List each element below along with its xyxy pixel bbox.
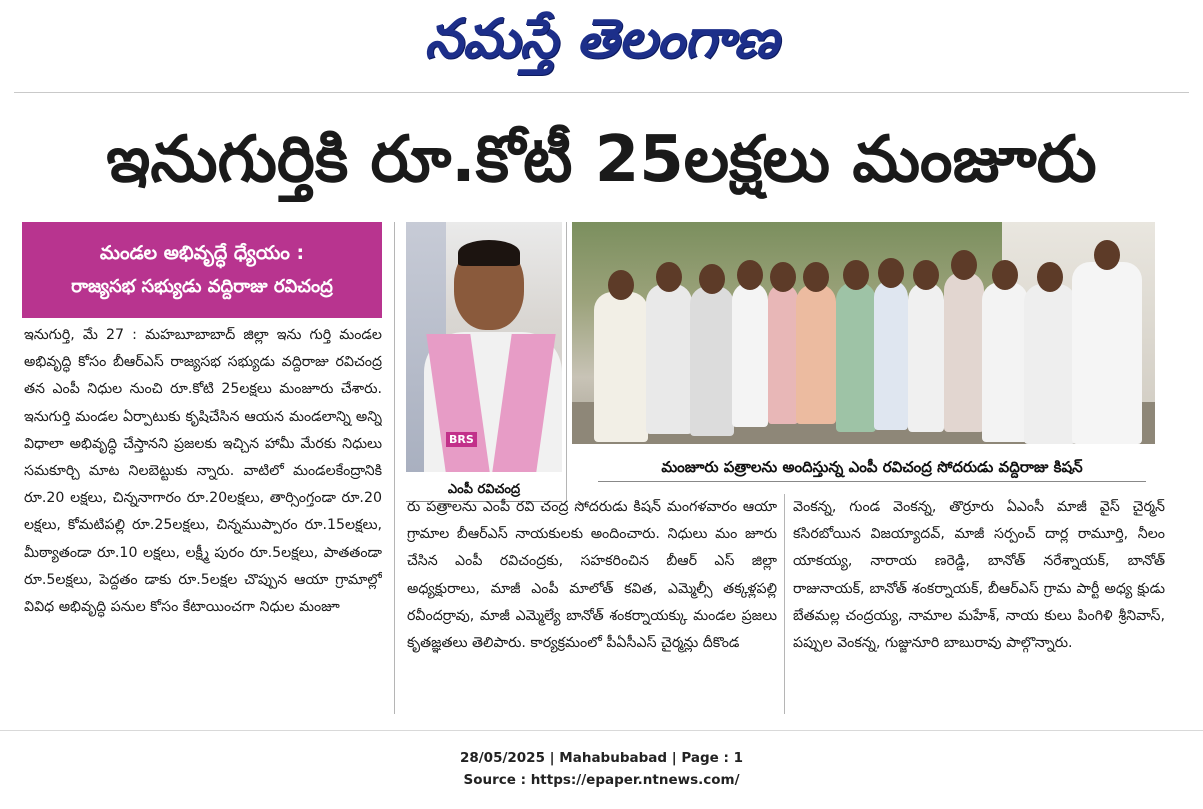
- group-person: [768, 284, 798, 424]
- portrait-hair: [458, 240, 520, 266]
- article-headline: ఇనుగుర్తికి రూ.కోటీ 25లక్షలు మంజూరు: [106, 123, 1097, 197]
- column-divider: [566, 222, 567, 502]
- article-text: ఇనుగుర్తి, మే 27 : మహబూబాబాద్ జిల్లా ఇను గుర్తి మండల అభివృద్ధి కోసం బీఆర్ఎస్ రాజ్యసభ సభ్యుడు వద్దిరాజు రవిచంద్ర తన ఎంపీ నిధుల నుంచి రూ.కోటి 25లక్షలు మంజూరు చేశారు. ఇనుగుర్తి మండల ఏర్పాటుకు కృషిచేసిన ఆయన మండలాన్ని అన్ని విధాలా అభివృద్ధి చేస్తానని ప్రజలకు ఇచ్చిన హామీ మేరకు నిధులు సమకూర్చి మాట నిలబెట్టుకు న్నారు. వాటిలో మండలకేంద్రానికి రూ.20 లక్షలు, చిన్ననాగారం రూ.20లక్షలు, తార్సింగ్తండా రూ.20 లక్షలు, కోమటిపల్లి రూ.25లక్షలు, చిన్నముప్పారం రూ.15లక్షలు, మీఠ్యాతండా రూ.10 లక్షలు, లక్ష్మీ పురం రూ.5లక్షలు, పాతతండా రూ.5లక్షలు, పెద్దతం డాకు రూ.5లక్షల చొప్పున ఆయా గ్రామాల్లో వివిధ అభివృద్ధి పనుల కోసం కేటాయించగా నిధుల మంజూ: [24, 327, 382, 616]
- footer-dateline: 28/05/2025 | Mahabubabad | Page : 1: [459, 750, 744, 766]
- group-person: [646, 284, 692, 434]
- article-column-1: [24, 322, 382, 714]
- article-column-2: [407, 494, 777, 714]
- group-person: [836, 282, 876, 432]
- column-divider: [784, 494, 785, 714]
- subheadline-box: [22, 222, 382, 318]
- portrait-photo: [406, 222, 562, 472]
- group-person: [594, 292, 648, 442]
- group-person: [908, 282, 944, 432]
- article-column-3: [793, 494, 1165, 714]
- group-person: [732, 282, 768, 427]
- group-person: [690, 286, 734, 436]
- group-person: [944, 272, 984, 432]
- article-text: వెంకన్న, గుండ వెంకన్న, తొర్రూరు ఏఎంసీ మాజీ వైస్ చైర్మన్ కసిరబోయిన విజయ్యాదవ్, మాజీ సర్పంచ్ దార్ల రామూర్తి, నీలం యాకయ్య, నారాయ ణరెడ్డి, బానోత్ నరేశ్నాయక్, బానోత్ రాజునాయక్, బానోత్ శంకర్నాయక్, బీఆర్ఎస్ గ్రామ పార్టీ అధ్య క్షుడు బేతమల్ల చంద్రయ్య, నామాల మహేశ్, నాయ కులు పింగిళి శ్రీనివాస్, పప్పుల వెంకన్న, గుజ్జునూరి బాబురావు పాల్గొన్నారు.: [793, 499, 1165, 652]
- portrait-caption: ఎంపీ రవిచంద్ర: [406, 478, 562, 502]
- bottom-divider: [0, 730, 1203, 731]
- group-person: [1072, 262, 1142, 444]
- group-photo-caption: మంజూరు పత్రాలను అందిస్తున్న ఎంపీ రవిచంద్ర సోదరుడు వద్దిరాజు కిషన్: [598, 452, 1146, 482]
- brs-badge: BRS: [446, 432, 477, 447]
- footer-source-link[interactable]: Source : https://epaper.ntnews.com/: [463, 772, 740, 788]
- group-person: [1024, 284, 1076, 444]
- column-divider: [394, 222, 395, 714]
- subheadline-line-2: రాజ్యసభ సభ్యుడు వద్దిరాజు రవిచంద్ర: [71, 276, 333, 297]
- subheadline-line-1: మండల అభివృద్ధే ధ్యేయం :: [99, 242, 305, 264]
- top-divider: [14, 92, 1189, 93]
- group-photo: [572, 222, 1155, 444]
- masthead-logo: నమస్తే తెలంగాణ: [424, 7, 779, 70]
- group-person: [982, 282, 1028, 442]
- article-text: రు పత్రాలను ఎంపీ రవి చంద్ర సోదరుడు కిషన్ మంగళవారం ఆయా గ్రామాల బీఆర్ఎస్ నాయకులకు అందించారు. నిధులు మం జూరు చేసిన ఎంపీ రవిచంద్రకు, సహకరించిన బీఆర్ ఎస్ జిల్లా అధ్యక్షురాలు, మాజీ ఎంపీ మాలోత్ కవిత, ఎమ్మెల్సీ తక్కళ్లపల్లి రవీందర్రావు, మాజీ ఎమ్మెల్యే బానోత్ శంకర్నాయక్కు మండల ప్రజలు కృతజ్ఞతలు తెలిపారు. కార్యక్రమంలో పీఏసీఎస్ చైర్మన్లు దీకొండ: [407, 499, 777, 652]
- group-person: [874, 280, 908, 430]
- group-person: [796, 284, 836, 424]
